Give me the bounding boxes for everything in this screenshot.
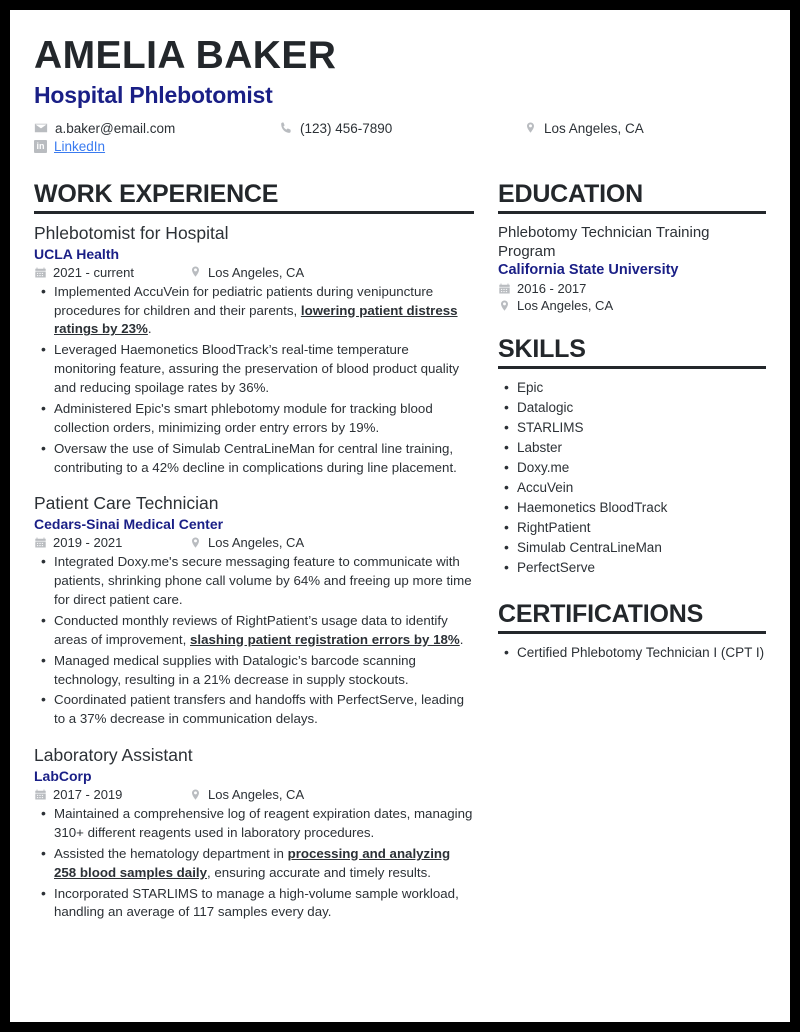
job-dates-text: 2017 - 2019 <box>53 787 123 803</box>
section-rule <box>498 211 766 214</box>
job-dates <box>34 265 189 280</box>
section-heading-skills: SKILLS <box>498 335 586 364</box>
job-list <box>34 223 474 923</box>
job-location-text: Los Angeles, CA <box>208 535 305 551</box>
section-heading-education: EDUCATION <box>498 179 643 208</box>
candidate-name: AMELIA BAKER <box>34 34 337 77</box>
contact-row-secondary <box>34 139 766 154</box>
job-bullet-highlight: lowering patient distress ratings by 23% <box>54 302 458 337</box>
section-work-experience <box>34 180 474 923</box>
job-company: LabCorp <box>34 768 92 785</box>
job-title: Laboratory Assistant <box>34 745 193 766</box>
section-skills <box>498 335 766 578</box>
job-bullet: • Integrated Doxy.me's secure messaging feature to communicate with patients, shrinking phone call volume by 64% and freeing up more time for direct patient care. <box>34 553 474 610</box>
contact-phone-text: (123) 456-7890 <box>300 120 393 136</box>
job-meta <box>34 535 474 550</box>
map-pin-icon <box>189 536 202 550</box>
education-location-text: Los Angeles, CA <box>517 298 614 314</box>
phone-icon <box>279 121 293 135</box>
skill-item: • Doxy.me <box>498 458 766 478</box>
section-rule <box>498 631 766 634</box>
contact-email-text: a.baker@email.com <box>55 120 176 136</box>
contact-email[interactable] <box>34 121 279 136</box>
section-certifications <box>498 600 766 663</box>
job-title: Patient Care Technician <box>34 493 219 514</box>
job-bullet: • Incorporated STARLIMS to manage a high-volume sample workload, handling an average of 117 samples every day. <box>34 885 474 923</box>
education-dates <box>498 281 766 296</box>
resume-header <box>34 36 766 154</box>
job-entry <box>34 493 474 729</box>
section-rule <box>498 366 766 369</box>
linkedin-icon: in <box>34 140 47 153</box>
contact-phone[interactable] <box>279 121 524 136</box>
skill-item: • Haemonetics BloodTrack <box>498 498 766 518</box>
skill-item: • RightPatient <box>498 518 766 538</box>
job-bullet: • Assisted the hematology department in processing and analyzing 258 blood samples daily, ensuring accurate and timely results. <box>34 845 474 883</box>
resume-body <box>34 180 766 939</box>
skills-list <box>498 378 766 578</box>
job-location <box>189 535 304 550</box>
section-heading-work-experience: WORK EXPERIENCE <box>34 179 279 208</box>
skill-item: • Simulab CentraLineMan <box>498 538 766 558</box>
education-entry <box>498 223 766 313</box>
left-column <box>34 180 486 939</box>
skill-item: • Labster <box>498 438 766 458</box>
job-entry <box>34 745 474 922</box>
map-pin-icon <box>524 121 537 135</box>
job-location <box>189 787 304 802</box>
calendar-icon <box>34 788 47 801</box>
job-dates <box>34 787 189 802</box>
resume-page <box>10 10 790 1022</box>
contact-location <box>524 121 744 136</box>
job-dates <box>34 535 189 550</box>
job-location <box>189 265 304 280</box>
education-dates-text: 2016 - 2017 <box>517 281 587 297</box>
section-education <box>498 180 766 313</box>
contact-linkedin[interactable] <box>34 139 279 154</box>
skill-item: • Epic <box>498 378 766 398</box>
section-heading-certifications: CERTIFICATIONS <box>498 599 704 628</box>
education-school: California State University <box>498 262 679 279</box>
candidate-job-title: Hospital Phlebotomist <box>34 81 273 108</box>
calendar-icon <box>498 282 511 295</box>
right-column <box>486 180 766 685</box>
job-dates-text: 2019 - 2021 <box>53 535 123 551</box>
job-bullet-list <box>34 805 474 922</box>
job-bullet: • Oversaw the use of Simulab CentraLineMan for central line training, contributing to a 42% decline in complications during line placement. <box>34 440 474 478</box>
certifications-list <box>498 643 766 663</box>
education-location <box>498 298 766 313</box>
job-bullet: • Implemented AccuVein for pediatric patients during venipuncture procedures for children and their parents, lowering patient distress ratings by 23%. <box>34 283 474 340</box>
certification-item: • Certified Phlebotomy Technician I (CPT I) <box>498 643 766 663</box>
job-bullet: • Maintained a comprehensive log of reagent expiration dates, managing 310+ different reagents used in laboratory procedures. <box>34 805 474 843</box>
job-bullet-list <box>34 283 474 478</box>
skill-item: • PerfectServe <box>498 558 766 578</box>
map-pin-icon <box>189 265 202 279</box>
job-entry <box>34 223 474 478</box>
job-company: UCLA Health <box>34 245 120 262</box>
contact-location-text: Los Angeles, CA <box>544 120 644 136</box>
job-bullet: • Managed medical supplies with Datalogic’s barcode scanning technology, resulting in a 21% decrease in supply stockouts. <box>34 652 474 690</box>
job-location-text: Los Angeles, CA <box>208 787 305 803</box>
job-bullet-highlight: processing and analyzing 258 blood samples daily <box>54 845 451 880</box>
envelope-icon <box>34 121 48 135</box>
job-bullet: • Administered Epic's smart phlebotomy module for tracking blood collection orders, minimizing order entry errors by 19%. <box>34 400 474 438</box>
calendar-icon <box>34 536 47 549</box>
job-dates-text: 2021 - current <box>53 264 134 280</box>
job-title: Phlebotomist for Hospital <box>34 222 229 243</box>
job-bullet-list <box>34 553 474 729</box>
job-bullet: • Leveraged Haemonetics BloodTrack’s real-time temperature monitoring feature, assuring the preservation of blood product quality and reducing spoilage rates by 36%. <box>34 341 474 398</box>
job-bullet: • Conducted monthly reviews of RightPatient’s usage data to identify areas of improvement, slashing patient registration errors by 18%. <box>34 612 474 650</box>
job-meta <box>34 265 474 280</box>
calendar-icon <box>34 266 47 279</box>
job-meta <box>34 787 474 802</box>
contact-row-primary <box>34 121 766 136</box>
job-bullet: • Coordinated patient transfers and handoffs with PerfectServe, leading to a 37% decrease in communication delays. <box>34 691 474 729</box>
education-list <box>498 223 766 313</box>
job-bullet-highlight: slashing patient registration errors by 18% <box>189 631 460 647</box>
skill-item: • AccuVein <box>498 478 766 498</box>
map-pin-icon <box>189 788 202 802</box>
skill-item: • STARLIMS <box>498 418 766 438</box>
contact-linkedin-link[interactable]: LinkedIn <box>54 138 106 154</box>
job-company: Cedars-Sinai Medical Center <box>34 516 224 533</box>
education-degree: Phlebotomy Technician Training Program <box>498 223 710 260</box>
map-pin-icon <box>498 299 511 313</box>
section-rule <box>34 211 474 214</box>
job-location-text: Los Angeles, CA <box>208 264 305 280</box>
skill-item: • Datalogic <box>498 398 766 418</box>
